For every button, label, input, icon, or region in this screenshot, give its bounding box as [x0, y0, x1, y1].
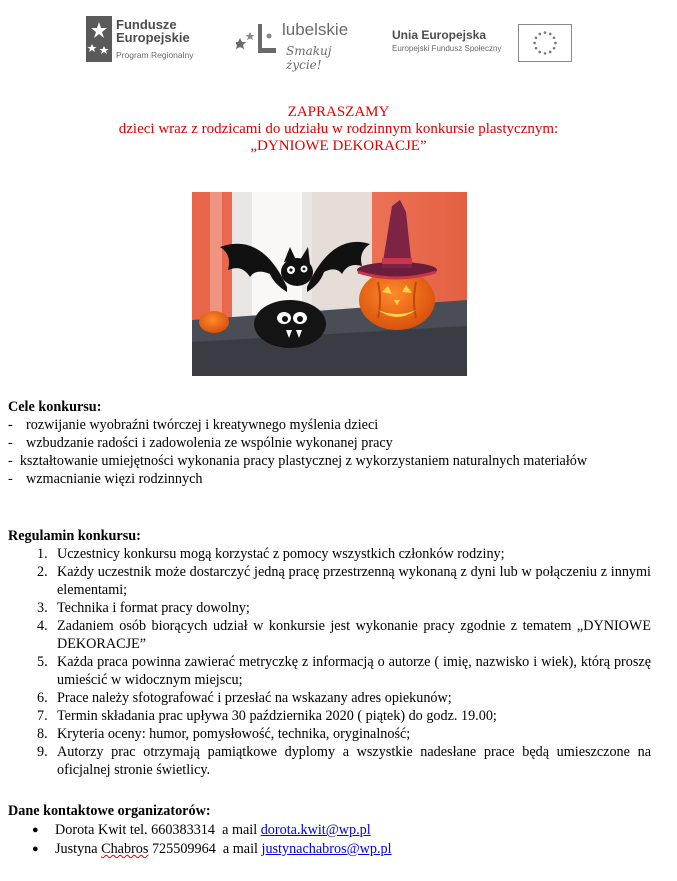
contact-item — [8, 840, 651, 859]
contact-name: Dorota Kwit — [55, 822, 127, 838]
bullet-marker: ● — [32, 843, 39, 855]
rule-item — [8, 689, 651, 707]
goal-item — [8, 416, 651, 434]
goals-title: Cele konkursu: — [8, 399, 102, 415]
goal-text: wzmacnianie więzi rodzinnych — [26, 471, 203, 487]
goal-item — [8, 452, 651, 470]
contacts-section — [8, 802, 651, 859]
rule-item — [8, 725, 651, 743]
rule-text: Kryteria oceny: humor, pomysłowość, technika, oryginalność; — [57, 726, 411, 742]
heading-line-3: „DYNIOWE DEKORACJE” — [250, 138, 427, 154]
rule-item — [8, 545, 651, 563]
rule-number: 3. — [37, 600, 48, 616]
rule-number: 2. — [37, 564, 48, 580]
fe-line1: Fundusze — [116, 17, 177, 32]
unia-europejska-logo — [388, 14, 574, 66]
rule-item — [8, 743, 651, 779]
rule-number: 5. — [37, 654, 48, 670]
rule-item — [8, 563, 651, 599]
rule-number: 4. — [37, 618, 48, 634]
heading-line-2: dzieci wraz z rodzicami do udziału w rodzinnym konkursie plastycznym: — [118, 121, 559, 137]
lubelskie-slogan: Smakuj życie! — [286, 44, 332, 72]
contact-mail-label: a mail — [222, 841, 258, 857]
rule-number: 8. — [37, 726, 48, 742]
rule-number: 1. — [37, 546, 48, 562]
bullet-marker: ● — [32, 824, 39, 836]
rule-text: Każdy uczestnik może dostarczyć jedną pracę przestrzenną wykonaną z dyni lub w połączeniu z innymi elementami; — [57, 564, 651, 598]
rule-text: Każda praca powinna zawierać metryczkę z informacją o autorze ( imię, nazwisko i wiek), którą proszę umieścić w widocznym miejscu; — [57, 654, 651, 688]
fe-line2: Europejskie — [116, 30, 190, 45]
dash-marker: - — [8, 453, 20, 469]
pumpkin-decorations-photo — [192, 192, 467, 376]
lubelskie-title: lubelskie — [282, 20, 349, 39]
contact-phone: 725509964 — [151, 841, 216, 857]
goal-text: kształtowanie umiejętności wykonania pracy plastycznej z wykorzystaniem naturalnych materiałów — [19, 453, 588, 469]
goal-item — [8, 434, 651, 452]
rule-item — [8, 599, 651, 617]
contact-phone: tel. 660383314 — [129, 822, 215, 838]
contact-first-name: Justyna — [55, 841, 98, 857]
rule-text: Uczestnicy konkursu mogą korzystać z pomocy wszystkich członków rodziny; — [57, 546, 505, 562]
contact-item — [8, 821, 651, 840]
contacts-title: Dane kontaktowe organizatorów: — [8, 803, 211, 819]
rules-section — [8, 527, 651, 779]
goals-section — [8, 398, 651, 488]
fe-star-icon — [86, 16, 112, 62]
eu-flag-icon — [518, 24, 572, 62]
rule-number: 6. — [37, 690, 48, 706]
lubelskie-mark-icon — [236, 22, 278, 58]
goal-item — [8, 470, 651, 488]
heading-line-1: ZAPRASZAMY — [287, 104, 390, 120]
fundusze-europejskie-logo — [84, 14, 214, 66]
rule-text: Technika i format pracy dowolny; — [57, 600, 250, 616]
rule-number: 7. — [37, 708, 48, 724]
invitation-heading — [0, 104, 677, 155]
contact-last-name: Chabros — [101, 841, 149, 857]
ue-subtitle: Europejski Fundusz Społeczny — [392, 44, 502, 53]
goal-text: rozwijanie wyobraźni twórczej i kreatywnego myślenia dzieci — [26, 417, 379, 433]
dash-marker: - — [8, 417, 13, 433]
rule-item — [8, 617, 651, 653]
contact-email-link[interactable]: justynachabros@wp.pl — [261, 841, 392, 857]
rule-text: Autorzy prac otrzymają pamiątkowe dyplomy a wszystkie nadesłane prace będą umieszczone na oficjalnej stronie świetlicy. — [57, 744, 651, 778]
ue-title: Unia Europejska — [392, 28, 487, 42]
fe-subtitle: Program Regionalny — [116, 50, 194, 60]
rules-title: Regulamin konkursu: — [8, 528, 141, 544]
rule-text: Prace należy sfotografować i przesłać na wskazany adres opiekunów; — [57, 690, 452, 706]
dash-marker: - — [8, 471, 13, 487]
goal-text: wzbudzanie radości i zadowolenia ze wspólnie wykonanej pracy — [26, 435, 393, 451]
rule-text: Termin składania prac upływa 30 października 2020 ( piątek) do godz. 19.00; — [57, 708, 497, 724]
contact-email-link[interactable]: dorota.kwit@wp.pl — [260, 822, 371, 838]
contact-mail-label: a mail — [222, 822, 258, 838]
rule-item — [8, 653, 651, 689]
rule-number: 9. — [37, 744, 48, 760]
rule-text: Zadaniem osób biorących udział w konkursie jest wykonanie pracy zgodnie z tematem „DYNIOWE DEKORACJE” — [57, 618, 651, 652]
rule-item — [8, 707, 651, 725]
lubelskie-logo — [236, 14, 361, 72]
dash-marker: - — [8, 435, 13, 451]
